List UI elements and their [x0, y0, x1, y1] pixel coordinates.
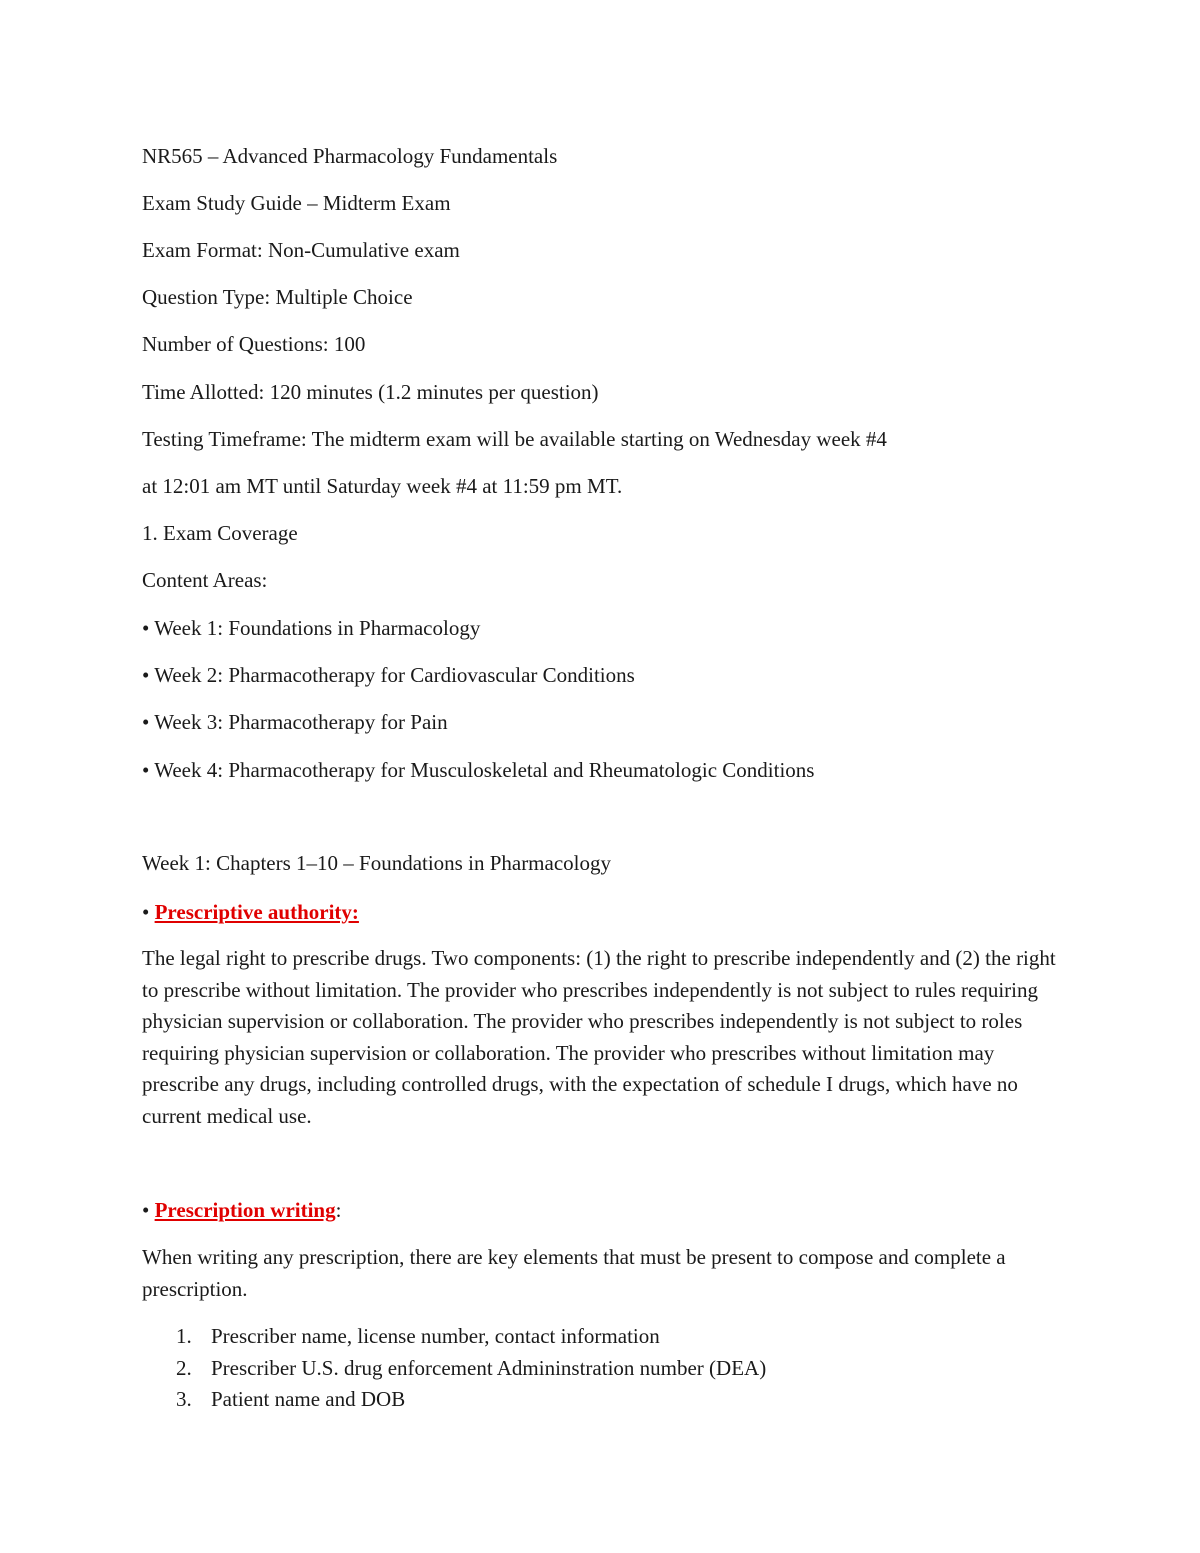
list-number: 3. — [176, 1387, 192, 1411]
guide-title: Exam Study Guide – Midterm Exam — [142, 191, 451, 215]
time-allotted: Time Allotted: 120 minutes (1.2 minutes per question) — [142, 380, 599, 404]
content-area-week3: • Week 3: Pharmacotherapy for Pain — [142, 710, 448, 734]
prescription-writing-title: Prescription writing — [154, 1198, 336, 1222]
list-item — [142, 1384, 766, 1416]
content-area-week2: • Week 2: Pharmacotherapy for Cardiovascular Conditions — [142, 663, 635, 687]
bullet: • — [142, 900, 155, 924]
prescription-elements-list — [142, 1321, 766, 1416]
colon: : — [335, 1198, 342, 1222]
list-text: Patient name and DOB — [211, 1387, 406, 1411]
list-number: 1. — [176, 1324, 192, 1348]
list-number: 2. — [176, 1355, 192, 1380]
prescription-writing-body: When writing any prescription, there are key elements that must be present to compose and complete a prescription. — [142, 1245, 1006, 1301]
prescriptive-authority-heading — [142, 899, 359, 925]
content-area-week1: • Week 1: Foundations in Pharmacology — [142, 616, 481, 640]
prescriptive-authority-body: The legal right to prescribe drugs. Two components: (1) the right to prescribe independently and (2) the right to prescribe without limitation. The provider who prescribes independently is not subject to rules requiring physician supervision or collaboration. The provider who prescribes independently is not subject to roles requiring physician supervision or collaboration. The provider who prescribes without limitation may prescribe any drugs, including controlled drugs, with the expectation of schedule I drugs, which have no current medical use. — [142, 946, 1056, 1128]
prescriptive-authority-title: Prescriptive authority: — [154, 900, 359, 924]
list-text: Prescriber U.S. drug enforcement Admininstration number (DEA) — [211, 1355, 767, 1380]
testing-timeframe-line2: at 12:01 am MT until Saturday week #4 at 11:59 pm MT. — [142, 474, 623, 498]
exam-coverage-heading: 1. Exam Coverage — [142, 521, 298, 545]
content-areas-label: Content Areas: — [142, 568, 268, 592]
content-area-week4: • Week 4: Pharmacotherapy for Musculoskeletal and Rheumatologic Conditions — [142, 758, 815, 782]
question-type: Question Type: Multiple Choice — [142, 285, 413, 309]
list-text: Prescriber name, license number, contact information — [211, 1324, 660, 1348]
number-of-questions: Number of Questions: 100 — [142, 332, 366, 356]
list-item — [142, 1353, 766, 1385]
list-item — [142, 1321, 766, 1353]
exam-format: Exam Format: Non-Cumulative exam — [142, 238, 460, 262]
testing-timeframe-line1: Testing Timeframe: The midterm exam will be available starting on Wednesday week #4 — [142, 427, 887, 451]
bullet: • — [142, 1198, 155, 1222]
week1-heading: Week 1: Chapters 1–10 – Foundations in Pharmacology — [142, 851, 611, 875]
course-title: NR565 – Advanced Pharmacology Fundamentals — [142, 144, 558, 168]
prescription-writing-heading — [142, 1197, 341, 1223]
